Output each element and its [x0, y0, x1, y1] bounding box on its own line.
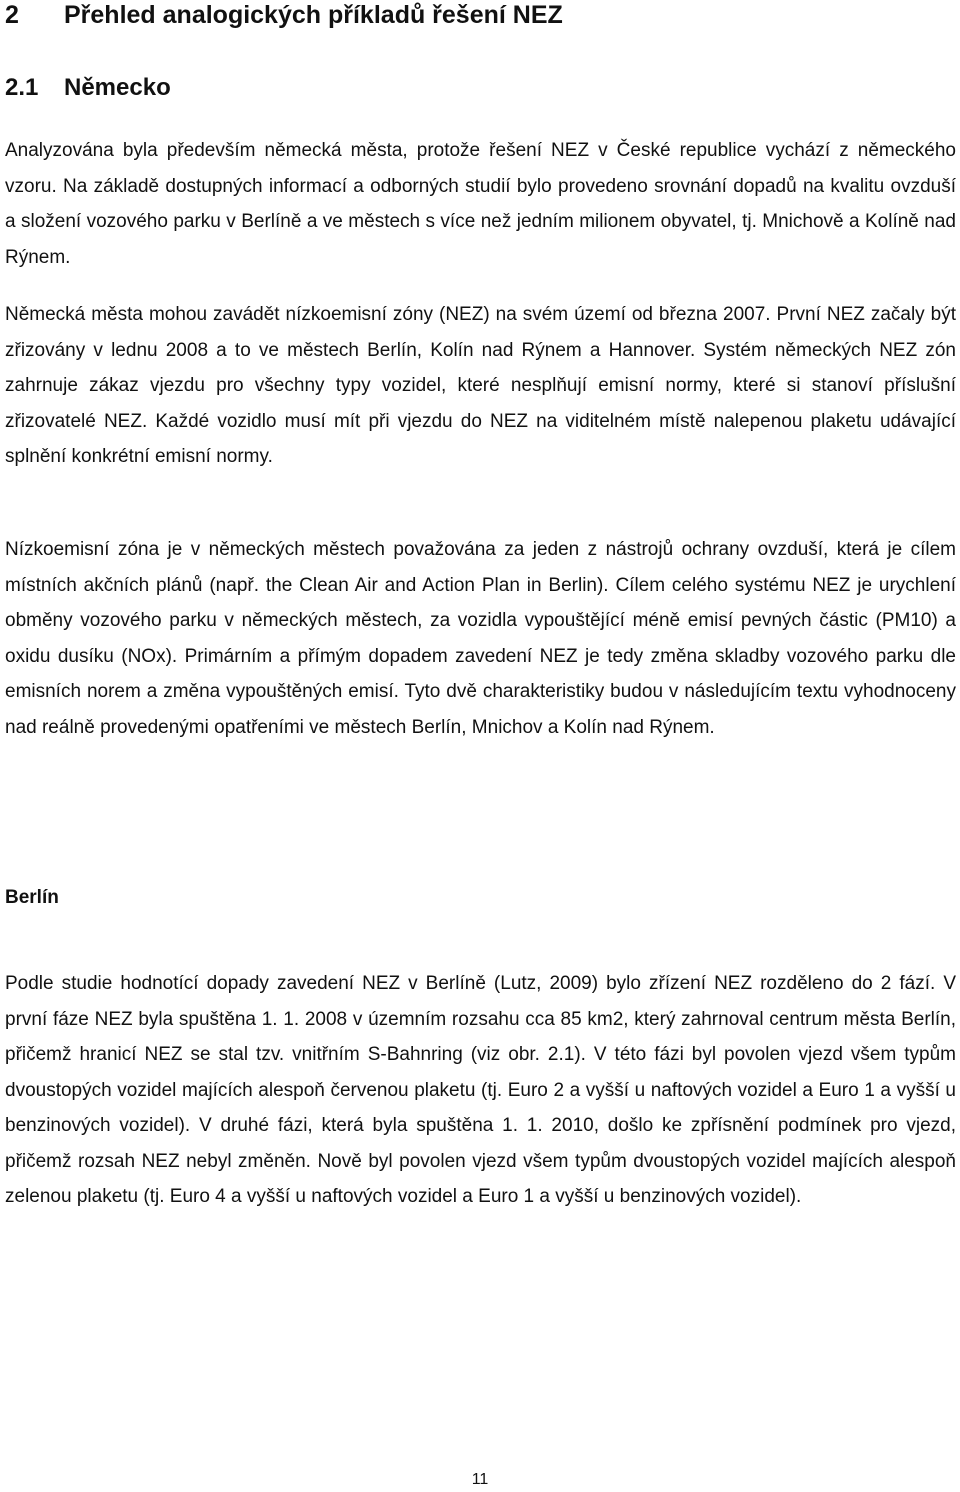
paragraph-nez-purpose: Nízkoemisní zóna je v německých městech považována za jeden z nástrojů ochrany ovzduší, která je cílem místních akčních plánů (např. the Clean Air and Action Plan in Berlin). Cílem celého systému NEZ je urychlení obměny vozového parku v německých městech, za vozidla vypouštějící méně emisí pevných částic (PM10) a oxidu dusíku (NOx). Primárním a přímým dopadem zavedení NEZ je tedy změna skladby vozového parku dle emisních norem a změna vypouštěných emisí. Tyto dvě charakteristiky budou v následujícím textu vyhodnoceny nad reálně provedenými opatřeními ve městech Berlín, Mnichov a Kolín nad Rýnem.: [5, 539, 956, 738]
paragraph-berlin: Podle studie hodnotící dopady zavedení NEZ v Berlíně (Lutz, 2009) bylo zřízení NEZ rozděleno do 2 fází. V první fáze NEZ byla spuštěna 1. 1. 2008 v územním rozsahu cca 85 km2, který zahrnoval centrum města Berlín, přičemž hranicí NEZ se stal tzv. vnitřním S-Bahnring (viz obr. 2.1). V této fázi byl povolen vjezd všem typům dvoustopých vozidel majících alespoň červenou plaketu (tj. Euro 2 a vyšší u naftových vozidel a Euro 1 a vyšší u benzinových vozidel). V druhé fázi, která byla spuštěna 1. 1. 2010, došlo ke zpřísnění podmínek pro vjezd, přičemž rozsah NEZ nebyl změněn. Nově byl povolen vjezd všem typům dvoustopých vozidel majících alespoň zelenou plaketu (tj. Euro 4 a vyšší u naftových vozidel a Euro 1 a vyšší u benzinových vozidel).: [5, 973, 956, 1207]
paragraph-intro: Analyzována byla především německá města, protože řešení NEZ v České republice vychází z německého vzoru. Na základě dostupných informací a odborných studií bylo provedeno srovnání dopadů na kvalitu ovzduší a složení vozového parku v Berlíně a ve městech s více než jedním milionem obyvatel, tj. Mnichově a Kolíně nad Rýnem.: [5, 140, 956, 268]
section-title: Německo: [64, 74, 171, 101]
section-number: 2.1: [5, 74, 39, 101]
paragraph-nez-germany: Německá města mohou zavádět nízkoemisní zóny (NEZ) na svém území od března 2007. První NEZ začaly být zřizovány v lednu 2008 a to ve městech Berlín, Kolín nad Rýnem a Hannover. Systém německých NEZ zón zahrnuje zákaz vjezdu pro všechny typy vozidel, které nesplňují emisní normy, které si stanoví příslušní zřizovatelé NEZ. Každé vozidlo musí mít při vjezdu do NEZ na viditelném místě nalepenou plaketu udávající splnění konkrétní emisní normy.: [5, 304, 956, 467]
page-number: 11: [471, 1471, 489, 1488]
chapter-title: Přehled analogických příkladů řešení NEZ: [64, 1, 563, 29]
subsection-heading-berlin: Berlín: [5, 887, 59, 908]
chapter-heading: [5, 0, 563, 30]
chapter-number: 2: [5, 1, 19, 29]
section-heading: [5, 73, 171, 103]
